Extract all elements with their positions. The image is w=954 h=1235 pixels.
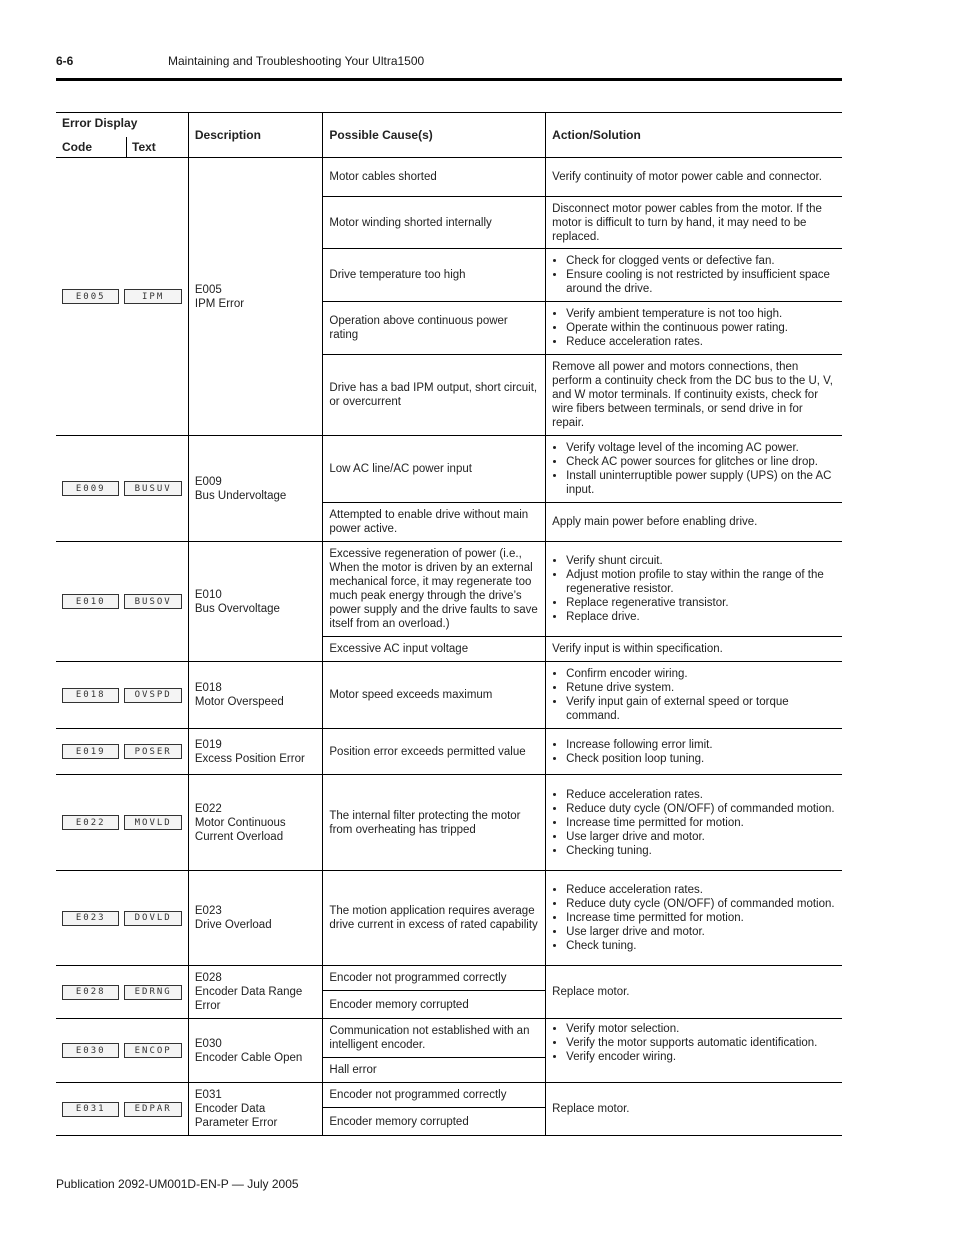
lcd-code-display: E023 <box>62 911 119 926</box>
cause-cell: Drive temperature too high <box>323 249 546 302</box>
action-item: • Reduce duty cycle (ON/OFF) of commanded motion. <box>566 802 836 816</box>
action-item: • Replace regenerative transistor. <box>566 596 836 610</box>
lcd-text-display: MOVLD <box>124 815 181 830</box>
running-title: Maintaining and Troubleshooting Your Ultra1500 <box>168 54 425 68</box>
error-description-cell <box>188 436 323 542</box>
lcd-display-pair <box>62 289 182 304</box>
action-item: • Check position loop tuning. <box>566 752 836 766</box>
header-action-solution: Action/Solution <box>546 113 842 158</box>
error-display-cell <box>56 1083 188 1136</box>
action-list <box>552 307 836 349</box>
table-row <box>56 662 842 729</box>
action-item: • Increase time permitted for motion. <box>566 911 836 925</box>
action-cell: Disconnect motor power cables from the motor. If the motor is difficult to turn by hand, it may need to be replaced. <box>546 197 842 249</box>
action-cell: Remove all power and motors connections, then perform a continuity check from the DC bus to the U, V, and W motor terminals. If continuity exists, check for wire fibers between terminals, or send drive in for repair. <box>546 355 842 436</box>
table-row <box>56 1083 842 1108</box>
cause-cell: Encoder memory corrupted <box>323 1108 546 1136</box>
action-list <box>552 441 836 497</box>
error-name: Motor Continuous Current Overload <box>194 816 286 843</box>
table-row <box>56 436 842 503</box>
action-cell <box>546 1019 842 1083</box>
action-item: • Confirm encoder wiring. <box>566 667 836 681</box>
action-cell: Verify continuity of motor power cable and connector. <box>546 158 842 197</box>
action-list <box>552 788 836 858</box>
lcd-display-pair <box>62 815 182 830</box>
action-cell <box>546 775 842 871</box>
cause-cell: Attempted to enable drive without main power active. <box>323 503 546 542</box>
cause-cell: Hall error <box>323 1058 546 1083</box>
error-name: Encoder Data Parameter Error <box>194 1103 278 1129</box>
action-item: • Increase time permitted for motion. <box>566 816 836 830</box>
lcd-text-display: EDRNG <box>124 985 181 1000</box>
error-display-cell <box>56 966 188 1019</box>
cause-cell: Communication not established with an intelligent encoder. <box>323 1019 546 1058</box>
action-item: • Check AC power sources for glitches or line drop. <box>566 455 836 469</box>
action-item: • Check for clogged vents or defective fan. <box>566 254 836 268</box>
error-code: E010 <box>194 588 222 601</box>
publication-footer: Publication 2092-UM001D-EN-P — July 2005 <box>56 1177 299 1191</box>
error-name: Excess Position Error <box>194 752 305 765</box>
lcd-display-pair <box>62 594 182 609</box>
action-item: • Ensure cooling is not restricted by insufficient space around the drive. <box>566 268 836 296</box>
error-table-body <box>56 158 842 1136</box>
cause-cell: Excessive regeneration of power (i.e., When the motor is driven by an external mechanical force, it may regenerate too much peak energy through the drive’s power supply and the drive faults to save itself from an overload.) <box>323 542 546 637</box>
action-item: • Verify shunt circuit. <box>566 554 836 568</box>
action-item: • Verify voltage level of the incoming AC power. <box>566 441 836 455</box>
error-name: Encoder Cable Open <box>194 1051 303 1064</box>
cause-cell: Motor speed exceeds maximum <box>323 662 546 729</box>
action-cell: Verify input is within specification. <box>546 637 842 662</box>
error-display-cell <box>56 158 188 436</box>
cause-cell: Motor cables shorted <box>323 158 546 197</box>
action-list <box>552 667 836 723</box>
action-item: • Adjust motion profile to stay within the range of the regenerative resistor. <box>566 568 836 596</box>
action-item: • Verify encoder wiring. <box>566 1050 836 1064</box>
action-item: • Verify input gain of external speed or torque command. <box>566 695 836 723</box>
header-possible-causes: Possible Cause(s) <box>323 113 546 158</box>
lcd-code-display: E022 <box>62 815 119 830</box>
action-item: • Verify ambient temperature is not too high. <box>566 307 836 321</box>
cause-cell: Position error exceeds permitted value <box>323 729 546 775</box>
header-description: Description <box>188 113 323 158</box>
cause-cell: Motor winding shorted internally <box>323 197 546 249</box>
action-item: • Reduce acceleration rates. <box>566 788 836 802</box>
lcd-display-pair <box>62 1102 182 1117</box>
error-code: E023 <box>194 905 222 917</box>
lcd-code-display: E030 <box>62 1043 119 1058</box>
lcd-display-pair <box>62 911 182 926</box>
error-name: Motor Overspeed <box>194 696 284 708</box>
lcd-text-display: OVSPD <box>124 688 181 703</box>
cause-cell: The internal filter protecting the motor from overheating has tripped <box>323 775 546 871</box>
error-name: IPM Error <box>194 297 245 310</box>
header-error-display-label: Error Display <box>62 116 138 130</box>
action-item: • Verify motor selection. <box>566 1022 836 1036</box>
error-name: Drive Overload <box>194 919 272 931</box>
action-item: • Operate within the continuous power rating. <box>566 321 836 335</box>
error-description-cell <box>188 1019 323 1083</box>
error-description-cell <box>188 1083 323 1136</box>
error-code: E028 <box>194 972 222 984</box>
table-row <box>56 729 842 775</box>
header-error-display <box>56 113 188 158</box>
action-item: • Checking tuning. <box>566 844 836 858</box>
table-row <box>56 1019 842 1058</box>
action-cell: Replace motor. <box>546 966 842 1019</box>
error-description-cell <box>188 966 323 1019</box>
action-item: • Reduce acceleration rates. <box>566 883 836 897</box>
table-row <box>56 775 842 871</box>
lcd-code-display: E031 <box>62 1102 119 1117</box>
error-description-cell <box>188 662 323 729</box>
action-cell: Replace motor. <box>546 1083 842 1136</box>
error-display-cell <box>56 871 188 966</box>
cause-cell: Excessive AC input voltage <box>323 637 546 662</box>
error-description-cell <box>188 729 323 775</box>
error-display-cell <box>56 436 188 542</box>
lcd-text-display: ENCOP <box>124 1043 181 1058</box>
error-code: E009 <box>194 475 222 488</box>
lcd-text-display: DOVLD <box>124 911 181 926</box>
table-row <box>56 871 842 966</box>
lcd-code-display: E005 <box>62 289 119 304</box>
action-list <box>552 1022 836 1064</box>
table-row <box>56 158 842 197</box>
lcd-display-pair <box>62 1043 182 1058</box>
action-item: • Retune drive system. <box>566 681 836 695</box>
error-display-cell <box>56 1019 188 1083</box>
error-code: E018 <box>194 682 222 694</box>
lcd-text-display: POSER <box>124 744 181 759</box>
header-code-text-divider <box>126 137 127 157</box>
action-item: • Use larger drive and motor. <box>566 830 836 844</box>
lcd-display-pair <box>62 688 182 703</box>
action-cell <box>546 871 842 966</box>
lcd-display-pair <box>62 744 182 759</box>
cause-cell: Encoder memory corrupted <box>323 991 546 1019</box>
error-display-cell <box>56 729 188 775</box>
error-name: Bus Undervoltage <box>194 489 287 502</box>
error-name: Bus Overvoltage <box>194 602 280 615</box>
error-description-cell <box>188 158 323 436</box>
action-item: • Replace drive. <box>566 610 836 624</box>
cause-cell: Encoder not programmed correctly <box>323 966 546 991</box>
lcd-text-display: EDPAR <box>124 1102 181 1117</box>
lcd-display-pair <box>62 985 182 1000</box>
cause-cell: Drive has a bad IPM output, short circuit, or overcurrent <box>323 355 546 436</box>
cause-cell: Low AC line/AC power input <box>323 436 546 503</box>
action-item: • Reduce acceleration rates. <box>566 335 836 349</box>
cause-cell: Operation above continuous power rating <box>323 302 546 355</box>
action-item: • Reduce duty cycle (ON/OFF) of commanded motion. <box>566 897 836 911</box>
header-text-label: Text <box>132 140 156 154</box>
action-cell <box>546 436 842 503</box>
action-cell <box>546 542 842 637</box>
error-name: Encoder Data Range Error <box>194 986 303 1012</box>
lcd-text-display: IPM <box>124 289 181 304</box>
error-code-table <box>56 112 842 1136</box>
lcd-text-display: BUSUV <box>124 481 181 496</box>
action-list <box>552 883 836 953</box>
error-display-cell <box>56 662 188 729</box>
page-number: 6-6 <box>56 54 74 68</box>
table-row <box>56 542 842 637</box>
error-description-cell <box>188 871 323 966</box>
error-code: E022 <box>194 802 222 815</box>
error-code: E031 <box>194 1089 222 1101</box>
error-description-cell <box>188 775 323 871</box>
page-header <box>56 52 842 81</box>
action-cell: Apply main power before enabling drive. <box>546 503 842 542</box>
action-list <box>552 738 836 766</box>
lcd-code-display: E010 <box>62 594 119 609</box>
action-list <box>552 554 836 624</box>
action-cell <box>546 249 842 302</box>
action-item: • Install uninterruptible power supply (UPS) on the AC input. <box>566 469 836 497</box>
action-item: • Check tuning. <box>566 939 836 953</box>
action-item: • Use larger drive and motor. <box>566 925 836 939</box>
cause-cell: The motion application requires average drive current in excess of rated capability <box>323 871 546 966</box>
table-header-row <box>56 113 842 158</box>
header-code-label: Code <box>62 140 92 154</box>
lcd-text-display: BUSOV <box>124 594 181 609</box>
error-code: E030 <box>194 1037 222 1050</box>
action-item: • Verify the motor supports automatic identification. <box>566 1036 836 1050</box>
lcd-code-display: E028 <box>62 985 119 1000</box>
action-item: • Increase following error limit. <box>566 738 836 752</box>
error-description-cell <box>188 542 323 662</box>
lcd-code-display: E018 <box>62 688 119 703</box>
lcd-code-display: E009 <box>62 481 119 496</box>
action-cell <box>546 729 842 775</box>
error-code: E019 <box>194 738 222 751</box>
error-display-cell <box>56 775 188 871</box>
action-list <box>552 254 836 296</box>
cause-cell: Encoder not programmed correctly <box>323 1083 546 1108</box>
action-cell <box>546 662 842 729</box>
action-cell <box>546 302 842 355</box>
table-row <box>56 966 842 991</box>
error-display-cell <box>56 542 188 662</box>
lcd-code-display: E019 <box>62 744 119 759</box>
lcd-display-pair <box>62 481 182 496</box>
error-code: E005 <box>194 283 222 296</box>
